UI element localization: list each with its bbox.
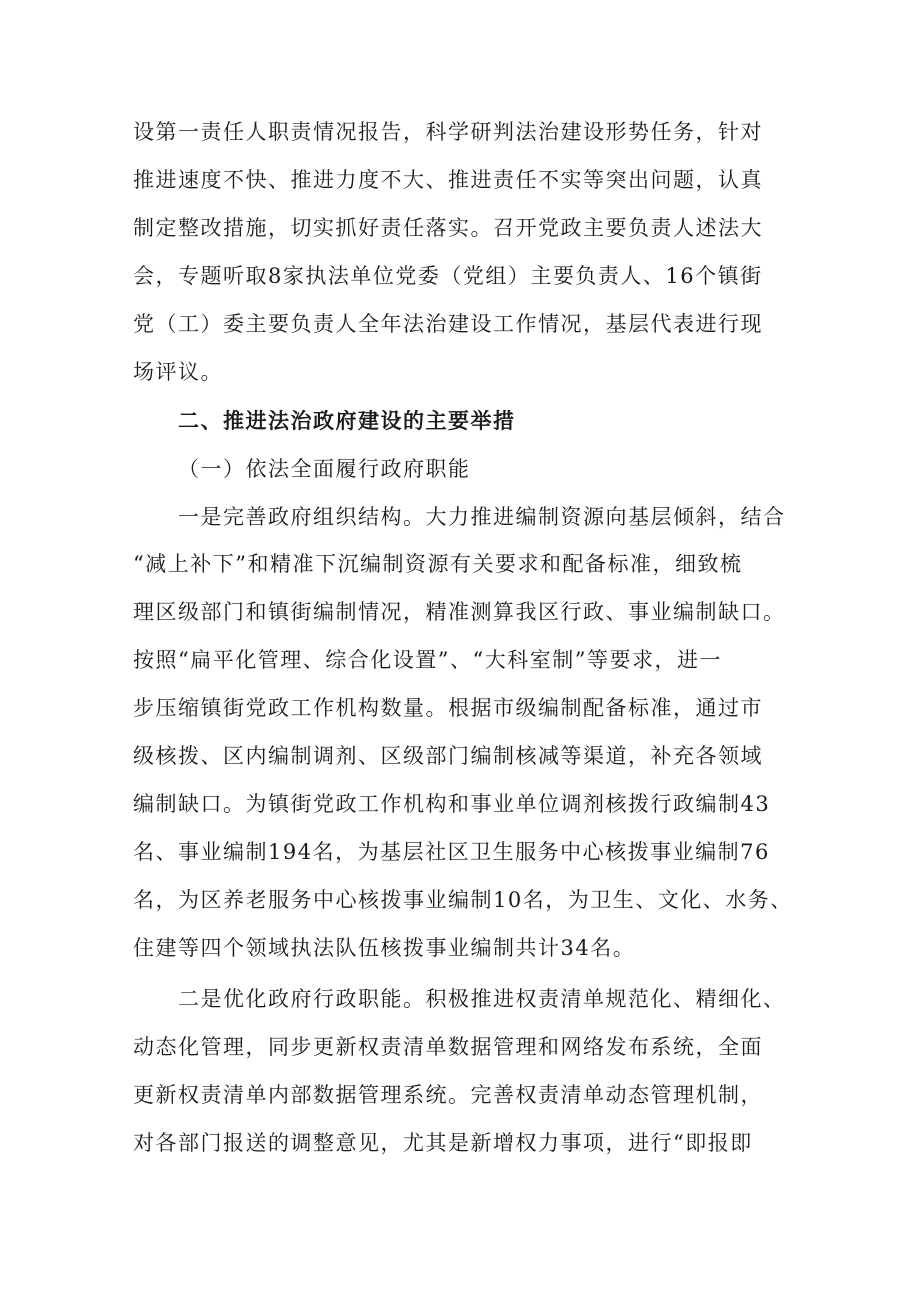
body-line-1: 设第一责任人职责情况报告，科学研判法治建设形势任务，针对 (133, 120, 763, 144)
subsection-heading: （一）依法全面履行政府职能 (178, 457, 471, 481)
body-line-2: 推进速度不快、推进力度不大、推进责任不实等突出问题，认真 (133, 168, 763, 192)
body-line-18: 住建等四个领域执法队伍核拨事业编制共计34名。 (133, 936, 636, 960)
body-line-10: “减上补下”和精准下沉编制资源有关要求和配备标准，细致梳 (133, 552, 743, 576)
body-line-9: 一是完善政府组织结构。大力推进编制资源向基层倾斜，结合 (178, 505, 786, 529)
section-heading: 二、推进法治政府建设的主要举措 (178, 409, 516, 433)
body-line-16: 名、事业编制194名，为基层社区卫生服务中心核拨事业编制76 (133, 840, 770, 864)
body-line-11: 理区级部门和镇街编制情况，精准测算我区行政、事业编制缺口。 (133, 600, 786, 624)
body-line-22: 对各部门报送的调整意见，尤其是新增权力事项，进行“即报即 (133, 1131, 753, 1155)
body-line-20: 动态化管理，同步更新权责清单数据管理和网络发布系统，全面 (133, 1035, 763, 1059)
body-line-6: 场评议。 (133, 360, 223, 384)
body-line-13: 步压缩镇街党政工作机构数量。根据市级编制配备标准，通过市 (133, 696, 763, 720)
body-line-4: 会，专题听取8家执法单位党委（党组）主要负责人、16个镇街 (133, 264, 763, 288)
body-line-14: 级核拨、区内编制调剂、区级部门编制核减等渠道，补充各领域 (133, 744, 763, 768)
body-line-21: 更新权责清单内部数据管理系统。完善权责清单动态管理机制， (133, 1083, 763, 1107)
body-line-15: 编制缺口。为镇街党政工作机构和事业单位调剂核拨行政编制43 (133, 792, 771, 816)
body-line-17: 名，为区养老服务中心核拨事业编制10名，为卫生、文化、水务、 (133, 888, 793, 912)
body-line-5: 党（工）委主要负责人全年法治建设工作情况，基层代表进行现 (133, 312, 763, 336)
body-line-3: 制定整改措施，切实抓好责任落实。召开党政主要负责人述法大 (133, 216, 763, 240)
body-line-12: 按照“扁平化管理、综合化设置”、“大科室制”等要求，进一 (133, 648, 722, 672)
body-line-19: 二是优化政府行政职能。积极推进权责清单规范化、精细化、 (178, 987, 786, 1011)
